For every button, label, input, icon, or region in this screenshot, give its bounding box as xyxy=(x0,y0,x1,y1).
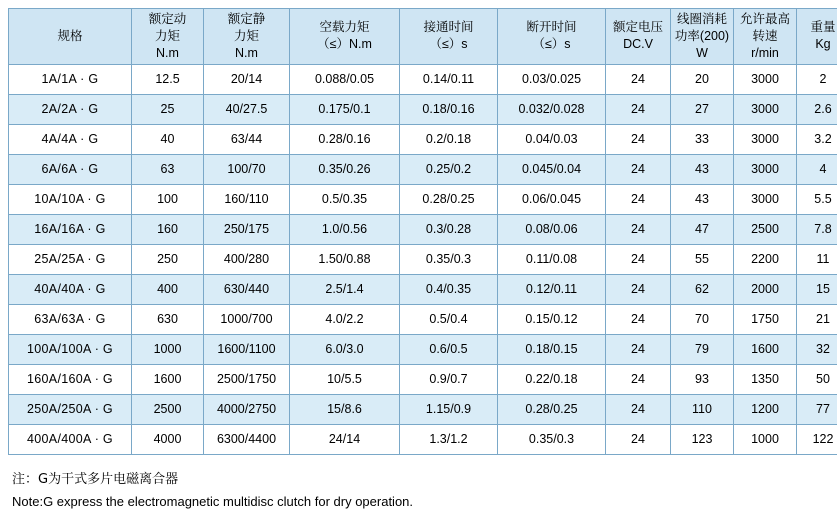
cell-max-speed: 1750 xyxy=(734,304,797,334)
cell-rated-dynamic-torque: 40 xyxy=(132,124,204,154)
cell-rated-static-torque: 20/14 xyxy=(204,64,290,94)
cell-no-load-torque: 10/5.5 xyxy=(290,364,400,394)
table-row xyxy=(9,424,837,454)
cell-weight: 5.5 xyxy=(797,184,837,214)
notes-block xyxy=(8,469,829,513)
cell-coil-power: 123 xyxy=(671,424,734,454)
cell-coil-power: 20 xyxy=(671,64,734,94)
cell-weight: 77 xyxy=(797,394,837,424)
cell-rated-static-torque: 63/44 xyxy=(204,124,290,154)
cell-no-load-torque: 2.5/1.4 xyxy=(290,274,400,304)
cell-engage-time: 0.5/0.4 xyxy=(400,304,498,334)
cell-rated-static-torque: 1600/1100 xyxy=(204,334,290,364)
cell-weight: 11 xyxy=(797,244,837,274)
header-line-1: 允许最高 xyxy=(735,11,795,28)
cell-rated-static-torque: 1000/700 xyxy=(204,304,290,334)
table-row xyxy=(9,244,837,274)
header-line-2: 功率(200) xyxy=(672,28,732,45)
cell-rated-static-torque: 630/440 xyxy=(204,274,290,304)
cell-engage-time: 1.3/1.2 xyxy=(400,424,498,454)
column-header-weight xyxy=(797,9,837,65)
note-english: Note:G express the electromagnetic multidisc clutch for dry operation. xyxy=(12,491,829,513)
cell-no-load-torque: 0.28/0.16 xyxy=(290,124,400,154)
cell-rated-static-torque: 250/175 xyxy=(204,214,290,244)
header-line-1: 额定电压 xyxy=(607,19,669,36)
cell-rated-voltage: 24 xyxy=(606,364,671,394)
cell-weight: 15 xyxy=(797,274,837,304)
cell-engage-time: 0.25/0.2 xyxy=(400,154,498,184)
cell-spec: 40A/40A · G xyxy=(9,274,132,304)
cell-coil-power: 47 xyxy=(671,214,734,244)
cell-rated-dynamic-torque: 630 xyxy=(132,304,204,334)
cell-disengage-time: 0.15/0.12 xyxy=(498,304,606,334)
cell-disengage-time: 0.28/0.25 xyxy=(498,394,606,424)
cell-spec: 10A/10A · G xyxy=(9,184,132,214)
cell-no-load-torque: 1.50/0.88 xyxy=(290,244,400,274)
cell-disengage-time: 0.045/0.04 xyxy=(498,154,606,184)
column-header-rated-dynamic-torque xyxy=(132,9,204,65)
cell-weight: 21 xyxy=(797,304,837,334)
cell-rated-dynamic-torque: 160 xyxy=(132,214,204,244)
column-header-rated-static-torque xyxy=(204,9,290,65)
cell-disengage-time: 0.11/0.08 xyxy=(498,244,606,274)
cell-rated-static-torque: 2500/1750 xyxy=(204,364,290,394)
cell-disengage-time: 0.04/0.03 xyxy=(498,124,606,154)
cell-rated-voltage: 24 xyxy=(606,124,671,154)
cell-max-speed: 1350 xyxy=(734,364,797,394)
cell-spec: 16A/16A · G xyxy=(9,214,132,244)
cell-max-speed: 3000 xyxy=(734,94,797,124)
cell-max-speed: 3000 xyxy=(734,154,797,184)
cell-coil-power: 43 xyxy=(671,154,734,184)
column-header-spec xyxy=(9,9,132,65)
table-body xyxy=(9,64,837,454)
cell-disengage-time: 0.032/0.028 xyxy=(498,94,606,124)
cell-spec: 1A/1A · G xyxy=(9,64,132,94)
column-header-engage-time xyxy=(400,9,498,65)
note-chinese: 注：G为干式多片电磁离合器 xyxy=(12,469,829,491)
cell-no-load-torque: 4.0/2.2 xyxy=(290,304,400,334)
cell-engage-time: 0.14/0.11 xyxy=(400,64,498,94)
cell-rated-voltage: 24 xyxy=(606,274,671,304)
header-line-3: N.m xyxy=(133,45,202,62)
cell-rated-dynamic-torque: 1600 xyxy=(132,364,204,394)
cell-no-load-torque: 24/14 xyxy=(290,424,400,454)
cell-max-speed: 1000 xyxy=(734,424,797,454)
cell-rated-voltage: 24 xyxy=(606,214,671,244)
cell-disengage-time: 0.12/0.11 xyxy=(498,274,606,304)
cell-no-load-torque: 0.35/0.26 xyxy=(290,154,400,184)
header-line-2: DC.V xyxy=(607,36,669,53)
header-line-2: （≤）N.m xyxy=(291,36,398,53)
cell-coil-power: 55 xyxy=(671,244,734,274)
cell-engage-time: 0.28/0.25 xyxy=(400,184,498,214)
cell-disengage-time: 0.03/0.025 xyxy=(498,64,606,94)
cell-coil-power: 43 xyxy=(671,184,734,214)
cell-coil-power: 62 xyxy=(671,274,734,304)
cell-coil-power: 79 xyxy=(671,334,734,364)
cell-max-speed: 3000 xyxy=(734,124,797,154)
cell-no-load-torque: 6.0/3.0 xyxy=(290,334,400,364)
cell-rated-voltage: 24 xyxy=(606,154,671,184)
cell-rated-dynamic-torque: 63 xyxy=(132,154,204,184)
column-header-coil-power xyxy=(671,9,734,65)
cell-coil-power: 110 xyxy=(671,394,734,424)
table-row xyxy=(9,394,837,424)
cell-rated-voltage: 24 xyxy=(606,424,671,454)
cell-no-load-torque: 0.088/0.05 xyxy=(290,64,400,94)
column-header-rated-voltage xyxy=(606,9,671,65)
cell-engage-time: 0.9/0.7 xyxy=(400,364,498,394)
cell-engage-time: 0.18/0.16 xyxy=(400,94,498,124)
header-line-2: 转速 xyxy=(735,28,795,45)
cell-disengage-time: 0.08/0.06 xyxy=(498,214,606,244)
cell-rated-dynamic-torque: 12.5 xyxy=(132,64,204,94)
cell-spec: 100A/100A · G xyxy=(9,334,132,364)
column-header-max-speed xyxy=(734,9,797,65)
cell-rated-static-torque: 400/280 xyxy=(204,244,290,274)
cell-engage-time: 0.35/0.3 xyxy=(400,244,498,274)
header-line-2: 力矩 xyxy=(205,28,288,45)
cell-rated-voltage: 24 xyxy=(606,184,671,214)
cell-rated-static-torque: 100/70 xyxy=(204,154,290,184)
cell-rated-static-torque: 6300/4400 xyxy=(204,424,290,454)
header-line-1: 接通时间 xyxy=(401,19,496,36)
header-line-1: 额定动 xyxy=(133,11,202,28)
cell-engage-time: 0.3/0.28 xyxy=(400,214,498,244)
cell-max-speed: 2000 xyxy=(734,274,797,304)
cell-engage-time: 0.4/0.35 xyxy=(400,274,498,304)
cell-disengage-time: 0.22/0.18 xyxy=(498,364,606,394)
table-row xyxy=(9,274,837,304)
cell-rated-dynamic-torque: 400 xyxy=(132,274,204,304)
table-row xyxy=(9,184,837,214)
cell-weight: 50 xyxy=(797,364,837,394)
cell-weight: 32 xyxy=(797,334,837,364)
cell-weight: 7.8 xyxy=(797,214,837,244)
cell-rated-voltage: 24 xyxy=(606,304,671,334)
column-header-no-load-torque xyxy=(290,9,400,65)
cell-spec: 160A/160A · G xyxy=(9,364,132,394)
header-line-1: 重量 xyxy=(798,19,837,36)
header-line-1: 断开时间 xyxy=(499,19,604,36)
cell-spec: 2A/2A · G xyxy=(9,94,132,124)
cell-rated-dynamic-torque: 1000 xyxy=(132,334,204,364)
cell-weight: 2 xyxy=(797,64,837,94)
cell-rated-static-torque: 40/27.5 xyxy=(204,94,290,124)
cell-rated-dynamic-torque: 250 xyxy=(132,244,204,274)
cell-no-load-torque: 1.0/0.56 xyxy=(290,214,400,244)
cell-weight: 3.2 xyxy=(797,124,837,154)
cell-coil-power: 33 xyxy=(671,124,734,154)
table-header-row xyxy=(9,9,837,65)
cell-coil-power: 70 xyxy=(671,304,734,334)
cell-coil-power: 93 xyxy=(671,364,734,394)
cell-rated-voltage: 24 xyxy=(606,394,671,424)
cell-max-speed: 2200 xyxy=(734,244,797,274)
cell-rated-voltage: 24 xyxy=(606,64,671,94)
cell-engage-time: 1.15/0.9 xyxy=(400,394,498,424)
cell-rated-dynamic-torque: 2500 xyxy=(132,394,204,424)
cell-weight: 2.6 xyxy=(797,94,837,124)
header-line-1: 空载力矩 xyxy=(291,19,398,36)
cell-rated-static-torque: 160/110 xyxy=(204,184,290,214)
cell-rated-dynamic-torque: 25 xyxy=(132,94,204,124)
specification-table xyxy=(8,8,837,455)
table-row xyxy=(9,304,837,334)
cell-weight: 122 xyxy=(797,424,837,454)
table-row xyxy=(9,334,837,364)
cell-spec: 4A/4A · G xyxy=(9,124,132,154)
header-line-3: W xyxy=(672,45,732,62)
cell-rated-voltage: 24 xyxy=(606,94,671,124)
table-row xyxy=(9,364,837,394)
cell-weight: 4 xyxy=(797,154,837,184)
cell-spec: 6A/6A · G xyxy=(9,154,132,184)
header-line-2: 力矩 xyxy=(133,28,202,45)
cell-max-speed: 2500 xyxy=(734,214,797,244)
cell-engage-time: 0.6/0.5 xyxy=(400,334,498,364)
header-line-3: N.m xyxy=(205,45,288,62)
cell-spec: 25A/25A · G xyxy=(9,244,132,274)
column-header-disengage-time xyxy=(498,9,606,65)
header-line-3: r/min xyxy=(735,45,795,62)
cell-engage-time: 0.2/0.18 xyxy=(400,124,498,154)
header-line-1: 线圈消耗 xyxy=(672,11,732,28)
cell-disengage-time: 0.18/0.15 xyxy=(498,334,606,364)
cell-disengage-time: 0.06/0.045 xyxy=(498,184,606,214)
cell-rated-static-torque: 4000/2750 xyxy=(204,394,290,424)
cell-spec: 63A/63A · G xyxy=(9,304,132,334)
cell-max-speed: 3000 xyxy=(734,64,797,94)
header-line-2: Kg xyxy=(798,36,837,53)
cell-disengage-time: 0.35/0.3 xyxy=(498,424,606,454)
cell-max-speed: 1200 xyxy=(734,394,797,424)
header-line-2: （≤）s xyxy=(401,36,496,53)
cell-rated-dynamic-torque: 100 xyxy=(132,184,204,214)
cell-max-speed: 3000 xyxy=(734,184,797,214)
cell-no-load-torque: 0.5/0.35 xyxy=(290,184,400,214)
cell-coil-power: 27 xyxy=(671,94,734,124)
table-row xyxy=(9,64,837,94)
header-line-2: （≤）s xyxy=(499,36,604,53)
header-line-1: 规格 xyxy=(10,28,130,45)
table-row xyxy=(9,214,837,244)
cell-no-load-torque: 0.175/0.1 xyxy=(290,94,400,124)
cell-rated-voltage: 24 xyxy=(606,334,671,364)
table-row xyxy=(9,94,837,124)
header-line-1: 额定静 xyxy=(205,11,288,28)
table-row xyxy=(9,154,837,184)
table-row xyxy=(9,124,837,154)
cell-spec: 250A/250A · G xyxy=(9,394,132,424)
cell-max-speed: 1600 xyxy=(734,334,797,364)
cell-rated-voltage: 24 xyxy=(606,244,671,274)
cell-rated-dynamic-torque: 4000 xyxy=(132,424,204,454)
cell-spec: 400A/400A · G xyxy=(9,424,132,454)
cell-no-load-torque: 15/8.6 xyxy=(290,394,400,424)
